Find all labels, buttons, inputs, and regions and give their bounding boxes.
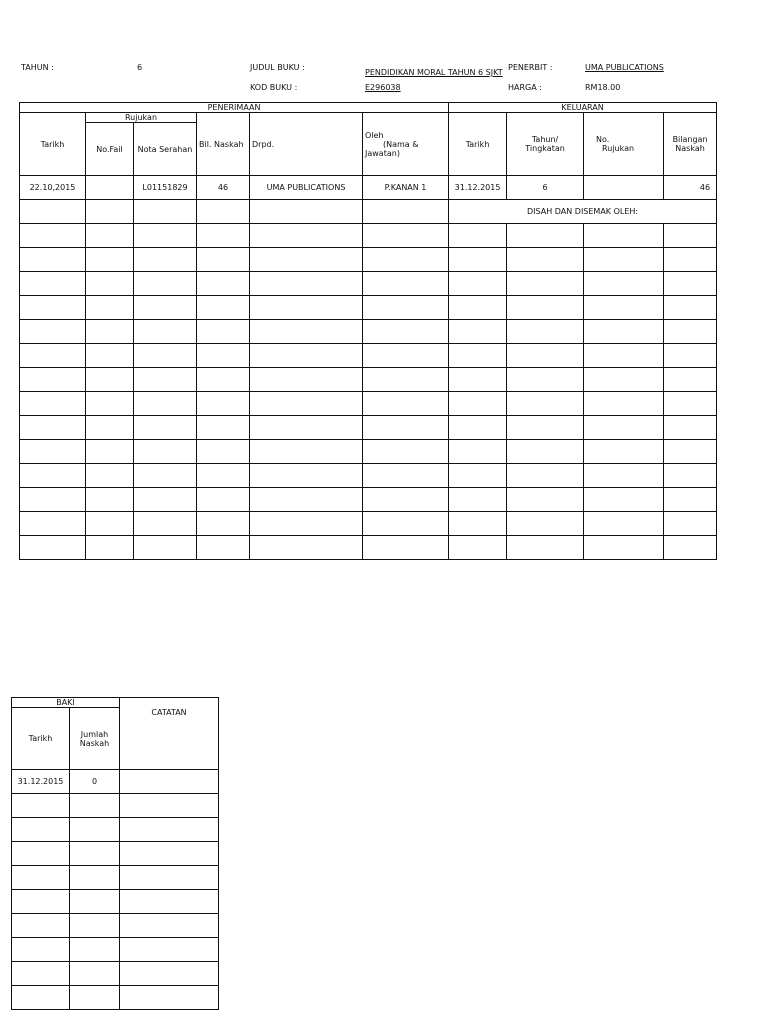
- baki-row1-tarikh: 31.12.2015: [12, 770, 70, 794]
- jumlah-line-2: Naskah: [79, 738, 110, 748]
- no-fail-header: No.Fail: [86, 123, 134, 176]
- tahun-tingkatan-line-1: Tahun/: [531, 135, 559, 144]
- row1-oleh: P.KANAN 1: [363, 176, 449, 200]
- judul-buku-label: JUDUL BUKU :: [250, 63, 305, 72]
- baki-header: BAKI: [12, 698, 120, 708]
- tahun-value: 6: [137, 63, 143, 72]
- no-rujukan-header: [584, 113, 664, 176]
- baki-row1-jumlah: 0: [70, 770, 120, 794]
- table-row: [20, 200, 717, 224]
- penerbit-label: PENERBIT :: [508, 63, 553, 72]
- bilangan-naskah-header: [664, 113, 717, 176]
- tarikh-header: Tarikh: [20, 113, 86, 176]
- penerimaan-header: PENERIMAAN: [20, 103, 449, 113]
- row1-bil-naskah: 46: [197, 176, 250, 200]
- row1-bilangan: 46: [664, 176, 717, 200]
- tahun-label: TAHUN :: [21, 63, 54, 72]
- disah-disemak-label: DISAH DAN DISEMAK OLEH:: [449, 200, 717, 224]
- tahun-tingkatan-line-2: Tingkatan: [525, 144, 565, 153]
- bilangan-line-1: Bilangan: [672, 135, 708, 144]
- table-row: [20, 176, 717, 200]
- penerbit-value: UMA PUBLICATIONS: [585, 63, 664, 72]
- baki-tarikh-header: Tarikh: [12, 708, 70, 770]
- row1-no-fail: [86, 176, 134, 200]
- row1-tarikh: 22.10,2015: [20, 176, 86, 200]
- register-table: [19, 102, 717, 560]
- bil-naskah-header: Bil. Naskah: [197, 113, 250, 176]
- kod-buku-value: E296038: [365, 83, 401, 92]
- baki-jumlah-naskah-header: [70, 708, 120, 770]
- baki-table: [11, 697, 219, 1010]
- bilangan-line-2: Naskah: [675, 144, 705, 153]
- row1-drpd: UMA PUBLICATIONS: [250, 176, 363, 200]
- row1-keluaran-tarikh: 31.12.2015: [449, 176, 507, 200]
- catatan-header: CATATAN: [120, 708, 219, 770]
- oleh-line-3: Jawatan): [365, 148, 400, 158]
- rujukan-header: Rujukan: [86, 113, 197, 123]
- row1-tahun: 6: [507, 176, 584, 200]
- row1-rujukan: [584, 176, 664, 200]
- keluaran-header: KELUARAN: [449, 103, 717, 113]
- table-row: [12, 770, 219, 794]
- no-rujukan-line-1: No.: [596, 135, 610, 144]
- oleh-line-2: (Nama &: [383, 139, 419, 149]
- harga-label: HARGA :: [508, 83, 542, 92]
- tahun-tingkatan-header: [507, 113, 584, 176]
- row1-nota-serahan: L01151829: [134, 176, 197, 200]
- nota-serahan-header: Nota Serahan: [134, 123, 197, 176]
- judul-buku-value: PENDIDIKAN MORAL TAHUN 6 SJKT: [365, 68, 503, 77]
- oleh-line-1: Oleh: [365, 130, 384, 140]
- no-rujukan-line-2: Rujukan: [602, 144, 635, 153]
- drpd-header: Drpd.: [250, 113, 363, 176]
- kod-buku-label: KOD BUKU :: [250, 83, 298, 92]
- keluaran-tarikh-header: Tarikh: [449, 113, 507, 176]
- oleh-header: [363, 113, 449, 176]
- harga-value: RM18.00: [585, 83, 621, 92]
- jumlah-line-1: Jumlah: [80, 729, 109, 739]
